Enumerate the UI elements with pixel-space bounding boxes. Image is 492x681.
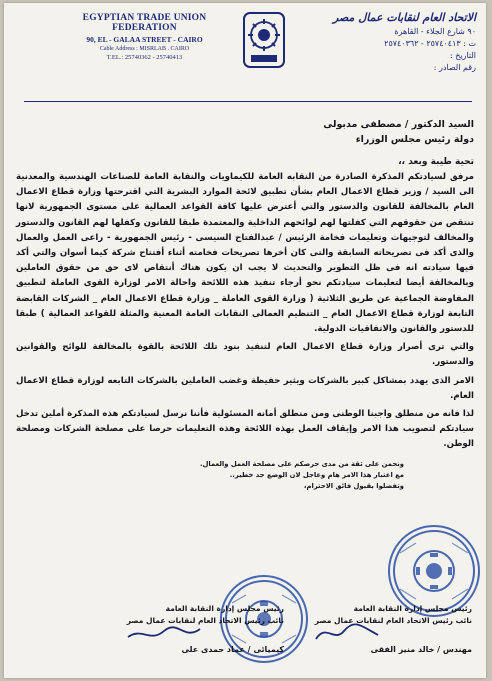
letter-body <box>16 117 474 492</box>
paragraph-main: مرفق لسيادتكم المذكرة الصادرة من النقابه العامة للكيماويات والنقابة العامة للصناعات الهندسية والمعدنية الى السيد / وزير قطاع الاعمال العام بشأن تطبيق لائحة الموارد البشرية التي اقترحتها وزارة قطاع الاعمال العام بالمخالفة للقانون والدستور والتي أعترض عليها كافة القواعد العمالية على مستوى الجمهورية لانها تنتقص من حقوقهم التي كفلتها لهم لوائحهم الداخلية والمعتمدة طبقا للقانون وكفلها لهم القانون والدستور والمخالف لتوجيهات وتعليمات فخامة الرئيس / عبدالفتاح السيسى - رئيس الجمهورية - راعى العمل والعمال والذى أكد فى تصريحاته السابقة والتى كان أخرها تصريحات فخامته أثناء أفتتاح شركة كيما أسوان والتي أكد فيها سيادته انه فى ظل التطوير والتحديث لا يجب ان يكون هناك أنتقاص لاى حق من حقوق العاملين وبالمخالفة أيضا لتعليمات سيادتكم نحو أرجاء تنفيذ هذه اللائحة واحالة الامر لوزارة القوى العاملة لتطبيق المفاوضة الجماعية عن طريق الثلاثية ( وزارة القوى العاملة _ وزارة قطاع الاعمال العام _ الشركات القابضة التابعة لوزارة قطاع الاعمال العام _ التنظيم العمالى النقابات العامة المعنية والمثلة للقواعد العمالية ) طبقا للدستور والقانون والاتفاقيات الدولية. <box>16 172 474 335</box>
signatory-name: كيميائى / عماد حمدى على <box>181 645 284 654</box>
signatory-title: نائب رئيس الاتحاد العام لنقابات عمال مصر <box>126 616 284 625</box>
closing-line: ونحمن على ثقة من مدى حرصكم على مصلحة العمل والعمال. <box>199 459 404 468</box>
signature-block-left <box>84 603 284 654</box>
paragraph-threat: الامر الذى يهدد بمشاكل كبير بالشركات ويثير حفيظة وغضب العاملين بالشركات التابعه لوزارة قطاع الاعمال العام. <box>16 375 474 401</box>
closing-line: مع اعتبار هذا الامر هام وعاجل لان الوضع جد خطير.. <box>229 470 404 479</box>
greeting: تحية طيبة وبعد ،، <box>398 157 474 167</box>
signature-block-right <box>252 603 472 654</box>
closing-line: وتفضلوا بقبول فائق الاحترام، <box>303 481 404 490</box>
org-name-arabic: الاتحاد العام لنقابات عمال مصر <box>332 11 476 24</box>
signatory-title: رئيس مجلس إدارة النقابة العامة <box>165 604 284 613</box>
letterhead-arabic <box>276 11 476 72</box>
address-english: 90, EL - GALAA STREET - CAIRO <box>86 35 203 44</box>
addressee-block <box>16 117 474 147</box>
signatory-title: نائب رئيس الاتحاد العام لنقابات عمال مصر <box>314 616 472 625</box>
signatory-title: رئيس مجلس إدارة النقابة العامة <box>353 604 472 613</box>
org-name-english: EGYPTIAN TRADE UNION FEDERATION <box>82 13 207 33</box>
paragraph-insistence: والتي ترى أصرار وزارة قطاع الاعمال العام لتنفيذ بنود تلك اللائحة بالقوة بالمخالفة للوائح والقوانين والدستور. <box>16 342 474 368</box>
letterhead-english <box>52 13 237 61</box>
address-arabic: ٩٠ شارع الجلاء - القاهرة <box>394 27 476 36</box>
telephone-english: T.EL.: 25740362 - 25740413 <box>106 54 183 61</box>
addressee-name: السيد الدكتور / مصطفى مدبولى <box>323 119 474 130</box>
addressee-title: دولة رئيس مجلس الوزراء <box>355 134 474 145</box>
telephone-arabic: ت : ٢٥٧٤٠٤١٣ - ٢٥٧٤٠٣٦٢ <box>384 39 476 48</box>
signatory-name: مهندس / خالد منير الفقى <box>370 645 472 654</box>
paragraph-request: لذا فانه من منطلق واجبنا الوطنى ومن منطلق أمانه المسئولية فأننا نرسل لسيادتكم هذه المذكرة أملين تدخل سيادتكم لتصويب هذا الامر وإيقاف العمل بهذه اللائحة وهذه التعليمات حرصا على مصلحة الشركات ومصلحة الوطن. <box>16 409 474 450</box>
reference-label: رقم الصادر : <box>433 63 476 72</box>
closing-block <box>16 459 474 492</box>
letterhead-divider <box>24 101 472 102</box>
letter-page <box>4 3 486 678</box>
date-label: التاريخ : <box>449 51 476 60</box>
cable-address: Cable Address : MISRLAB . CAIRO <box>99 46 190 52</box>
